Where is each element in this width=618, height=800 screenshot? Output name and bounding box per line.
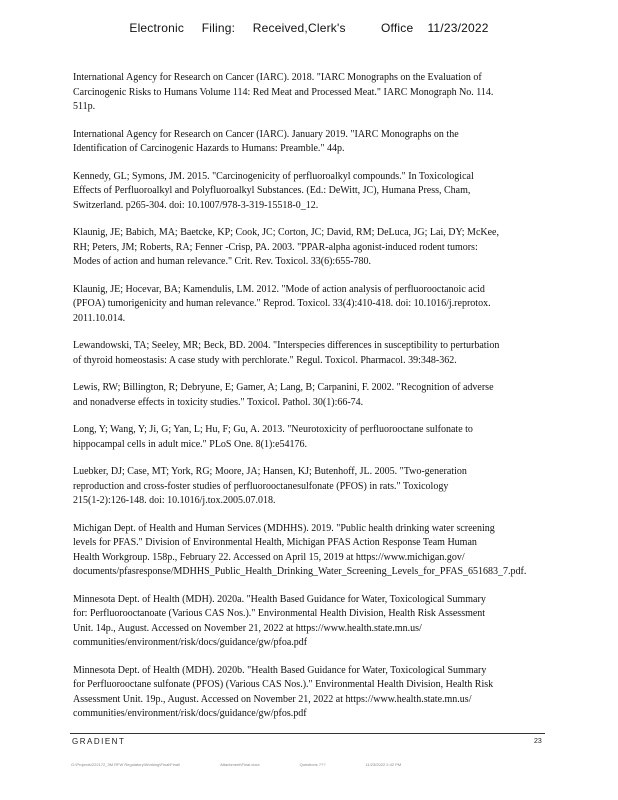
reference-line: Lewandowski, TA; Seeley, MR; Beck, BD. 2004. "Interspecies differences in susceptibility to perturbation — [73, 340, 500, 351]
reference-line: Health Workgroup. 158p., February 22. Accessed on April 15, 2019 at https://www.michigan.gov/ — [73, 551, 465, 563]
reference-line: levels for PFAS." Division of Environmental Health, Michigan PFAS Action Response Team Human — [73, 537, 477, 548]
reference-entry — [73, 381, 553, 410]
footer-divider — [70, 733, 545, 734]
reference-entry — [73, 664, 553, 722]
reference-line: and nonadverse effects in toxicity studies." Toxicol. Pathol. 30(1):66-74. — [73, 396, 364, 408]
reference-entry — [73, 423, 553, 452]
reference-line: Klaunig, JE; Babich, MA; Baetcke, KP; Cook, JC; Corton, JC; David, RM; DeLuca, JG; Lai, DY; McKee, — [73, 227, 499, 238]
reference-entry — [73, 465, 553, 509]
reference-entry — [73, 339, 553, 368]
reference-line: Switzerland. p265-304. doi: 10.1007/978-3-319-15518-0_12. — [73, 199, 319, 211]
reference-line: communities/environment/risk/docs/guidance/gw/pfoa.pdf — [73, 637, 308, 648]
reference-line: Minnesota Dept. of Health (MDH). 2020a. "Health Based Guidance for Water, Toxicological Summary — [73, 593, 486, 605]
reference-entry — [73, 71, 553, 115]
reference-line: Modes of action and human relevance." Crit. Rev. Toxicol. 33(6):655-780. — [73, 256, 372, 267]
reference-entry — [73, 128, 553, 157]
reference-list — [73, 71, 553, 719]
reference-line: 2011.10.014. — [73, 312, 126, 324]
reference-line: Michigan Dept. of Health and Human Services (MDHHS). 2019. "Public health drinking water screening — [73, 522, 495, 534]
reference-line: for: Perfluorooctanoate (Various CAS Nos.)." Environmental Health Division, Health Risk Assessment — [73, 608, 486, 619]
file-path-footer — [71, 762, 551, 767]
reference-line: Identification of Carcinogenic Hazards to Humans: Preamble." 44p. — [73, 143, 345, 154]
reference-line: of thyroid homeostasis: A case study with perchlorate." Regul. Toxicol. Pharmacol. 39:348-362. — [73, 354, 457, 366]
reference-entry — [73, 170, 553, 214]
reference-line: Unit. 14p., August. Accessed on November 21, 2022 at https://www.health.state.mn.us/ — [73, 622, 422, 634]
reference-line: communities/environment/risk/docs/guidance/gw/pfos.pdf — [73, 708, 307, 719]
reference-line: Luebker, DJ; Case, MT; York, RG; Moore, JA; Hansen, KJ; Butenhoff, JL. 2005. "Two-generation — [73, 466, 467, 477]
reference-line: Effects of Perfluoroalkyl and Polyfluoroalkyl Substances. (Ed.: DeWitt, JC), Humana Press, Cham, — [73, 185, 471, 196]
reference-entry — [73, 593, 553, 651]
reference-line: for Perfluorooctane sulfonate (PFOS) (Various CAS Nos.)." Environmental Health Division, Health Risk — [73, 679, 494, 690]
reference-line: Minnesota Dept. of Health (MDH). 2020b. "Health Based Guidance for Water, Toxicological Summary — [73, 664, 487, 676]
reference-line: reproduction and cross-foster studies of perfluorooctanesulfonate (PFOS) in rats." Toxicology — [73, 480, 449, 492]
reference-line: Assessment Unit. 19p., August. Accessed on November 21, 2022 at https://www.health.state.mn.us/ — [73, 693, 472, 705]
reference-line: Long, Y; Wang, Y; Ji, G; Yan, L; Hu, F; Gu, A. 2013. "Neurotoxicity of perfluorooctane sulfonate to — [73, 424, 473, 435]
reference-line: documents/pfasresponse/MDHHS_Public_Health_Drinking_Water_Screening_Levels_for_PFAS_651683_7.pdf. — [73, 566, 527, 577]
reference-line: 511p. — [73, 101, 96, 112]
reference-line: 215(1-2):126-148. doi: 10.1016/j.tox.2005.07.018. — [73, 495, 276, 506]
reference-line: RH; Peters, JM; Roberts, RA; Fenner -Crisp, PA. 2003. "PPAR-alpha agonist-induced rodent tumors: — [73, 241, 478, 253]
reference-line: Klaunig, JE; Hocevar, BA; Kamendulis, LM. 2012. "Mode of action analysis of perfluorooctanoic acid — [73, 283, 485, 295]
reference-entry — [73, 283, 553, 327]
reference-line: hippocampal cells in adult mice." PLoS One. 8(1):e54176. — [73, 438, 308, 450]
path-segment: G:\Projects\222172_3M RFW Regulatory\Working\Final\Final\ — [71, 762, 181, 767]
reference-line: International Agency for Research on Cancer (IARC). January 2019. "IARC Monographs on the — [73, 128, 459, 140]
reference-entry — [73, 522, 553, 580]
gradient-logo: GRADIENT — [72, 737, 126, 746]
reference-line: International Agency for Research on Cancer (IARC). 2018. "IARC Monographs on the Evaluation of — [73, 72, 482, 83]
path-segment: 11/23/2022 2:42 PM — [365, 762, 402, 767]
reference-line: (PFOA) tumorigenicity and human relevance." Reprod. Toxicol. 33(4):410-418. doi: 10.1016/j.reprotox. — [73, 298, 491, 309]
path-segment: Attachment\Final.docx — [220, 762, 260, 767]
filing-stamp: Electronic Filing: Received,Clerk's Office 11/23/2022 — [129, 21, 489, 35]
reference-line: Kennedy, GL; Symons, JM. 2015. "Carcinogenicity of perfluoroalkyl compounds." In Toxicological — [73, 170, 474, 182]
reference-entry — [73, 226, 553, 270]
page-number: 23 — [534, 738, 542, 745]
reference-line: Lewis, RW; Billington, R; Debryune, E; Gamer, A; Lang, B; Carpanini, F. 2002. "Recognition of adverse — [73, 382, 494, 393]
path-segment: Questions ??? — [299, 762, 326, 767]
reference-line: Carcinogenic Risks to Humans Volume 114: Red Meat and Processed Meat." IARC Monograph No. 114. — [73, 86, 494, 98]
